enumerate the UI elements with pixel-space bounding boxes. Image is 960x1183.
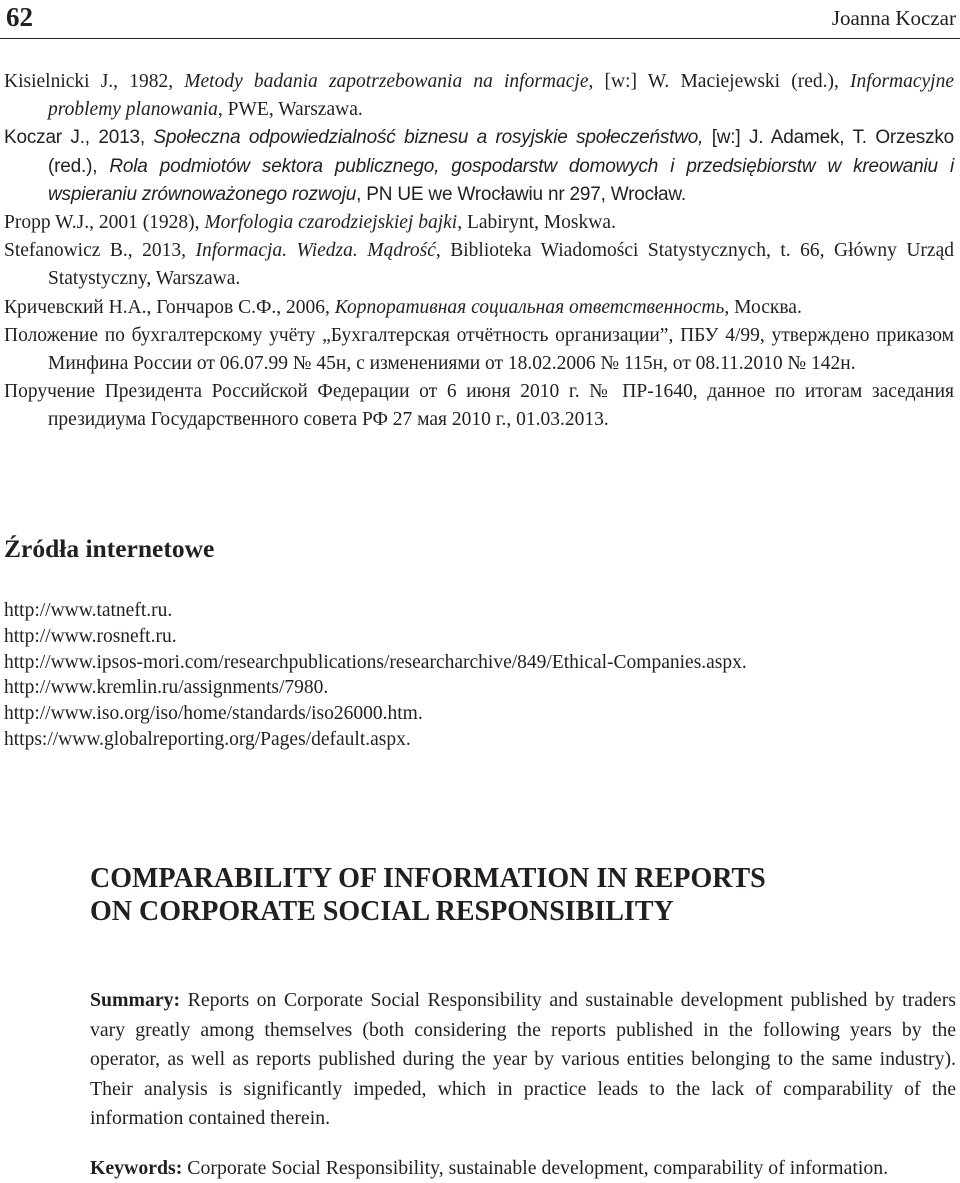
- source-link: http://www.iso.org/iso/home/standards/iso26000.htm.: [4, 701, 747, 727]
- reference-item: Propp W.J., 2001 (1928), Morfologia czarodziejskiej bajki, Labirynt, Moskwa.: [4, 209, 954, 237]
- source-link: http://www.ipsos-mori.com/researchpublications/researcharchive/849/Ethical-Companies.aspx.: [4, 650, 747, 676]
- keywords-paragraph: [90, 1154, 956, 1183]
- summary-text: Reports on Corporate Social Responsibility and sustainable development published by traders vary greatly among themselves (both considering the reports published in the following years by the operator, as well as reports published during the year by various entities belonging to the same industry). Their analysis is significantly impeded, which in practice leads to the lack of comparability of the information contained therein.: [90, 989, 956, 1129]
- reference-item: Kisielnicki J., 1982, Metody badania zapotrzebowania na informacje, [w:] W. Maciejewski (red.), Informacyjne problemy planowania, PWE, Warszawa.: [4, 68, 954, 124]
- source-link: http://www.tatneft.ru.: [4, 598, 747, 624]
- keywords-label: Keywords:: [90, 1157, 182, 1179]
- summary-title-line1: COMPARABILITY OF INFORMATION IN REPORTS: [90, 863, 766, 894]
- summary-label: Summary:: [90, 989, 180, 1011]
- header-rule: [0, 38, 960, 39]
- source-link: http://www.rosneft.ru.: [4, 624, 747, 650]
- source-link: http://www.kremlin.ru/assignments/7980.: [4, 675, 747, 701]
- reference-item: Кричевский Н.А., Гончаров С.Ф., 2006, Корпоративная социальная ответственность, Москва.: [4, 294, 954, 322]
- page-number: 62: [6, 2, 33, 33]
- english-summary: [90, 862, 956, 1183]
- summary-title-line2: ON CORPORATE SOCIAL RESPONSIBILITY: [90, 896, 674, 927]
- internet-sources-list: [4, 598, 747, 753]
- running-head-author: Joanna Koczar: [832, 6, 956, 31]
- reference-item: Stefanowicz B., 2013, Informacja. Wiedza. Mądrość, Biblioteka Wiadomości Statystycznych, t. 66, Główny Urząd Statystyczny, Warszawa.: [4, 237, 954, 293]
- internet-sources-heading: Źródła internetowe: [4, 534, 214, 564]
- reference-list: [4, 68, 954, 435]
- keywords-text: Corporate Social Responsibility, sustainable development, comparability of information.: [187, 1157, 888, 1179]
- reference-item: Поручение Президента Российской Федерации от 6 июня 2010 г. № ПР-1640, данное по итогам заседания президиума Государственного совета РФ 27 мая 2010 г., 01.03.2013.: [4, 378, 954, 434]
- source-link: https://www.globalreporting.org/Pages/default.aspx.: [4, 727, 747, 753]
- reference-item: Koczar J., 2013, Społeczna odpowiedzialność biznesu a rosyjskie społeczeństwo, [w:] J. Adamek, T. Orzeszko (red.), Rola podmiotów sektora publicznego, gospodarstw domowych i przedsiębiorstw w kreowaniu i wspieraniu zrównoważonego rozwoju, PN UE we Wrocławiu nr 297, Wrocław.: [4, 124, 954, 209]
- page-header: [0, 0, 960, 38]
- summary-paragraph: [90, 986, 956, 1134]
- reference-item: Положение по бухгалтерскому учёту „Бухгалтерская отчётность организации”, ПБУ 4/99, утверждено приказом Минфина России от 06.07.99 № 45н, с изменениями от 18.02.2006 № 115н, от 08.11.2010 № 142н.: [4, 322, 954, 378]
- summary-title: [90, 862, 956, 928]
